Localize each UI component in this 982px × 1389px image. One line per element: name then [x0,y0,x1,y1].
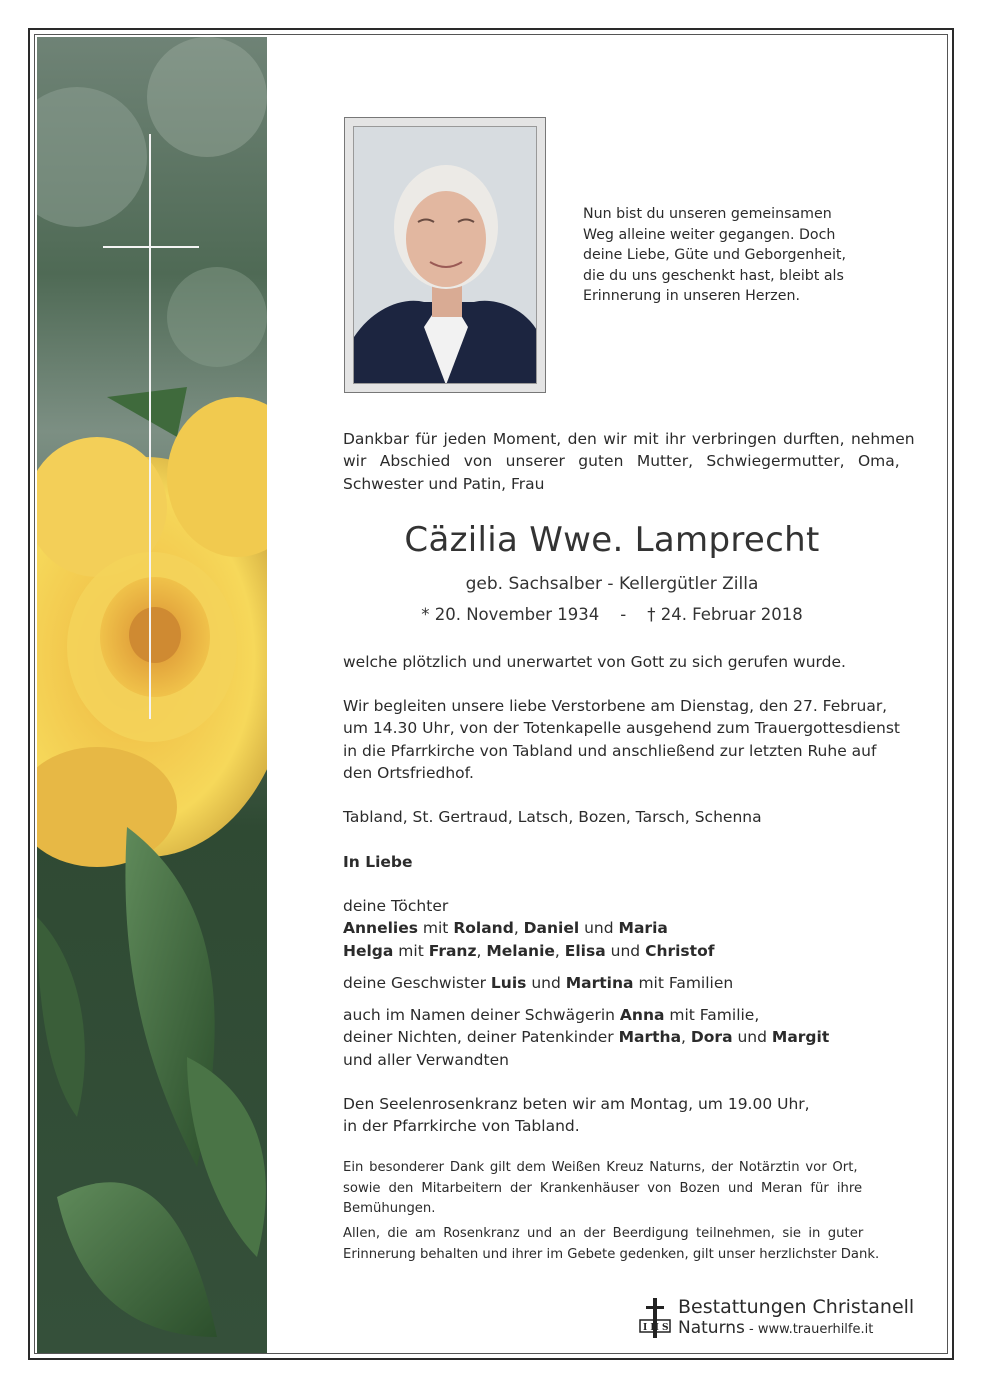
daughters-heading: deine Töchter [343,897,449,915]
life-dates: * 20. November 1934 - † 24. Februar 2018 [421,605,803,624]
yellow-rose-image [37,37,267,1353]
daughter-helga: Helga mit Franz, Melanie, Elisa und Christof [343,941,715,960]
cross-emblem-icon [638,1298,672,1338]
funeral-line: in die Pfarrkirche von Tabland und anschließend zur letzten Ruhe auf [343,741,877,760]
sister-in-law-line: auch im Namen deiner Schwägerin Anna mit Familie, [343,1006,760,1024]
intro-text [343,428,915,495]
rosary-line: in der Pfarrkirche von Tabland. [343,1117,580,1136]
thanks-paragraph-1 [343,1158,881,1220]
funeral-line: um 14.30 Uhr, von der Totenkapelle ausgehend zum Trauergottesdienst [343,719,901,738]
sudden-text [343,651,903,673]
in-liebe-line: In Liebe [343,853,413,871]
poem-line: Weg alleine weiter gegangen. Doch [583,226,836,243]
intro-line: wir Abschied von unserer guten Mutter, Schwiegermutter, Oma, [343,452,900,471]
intro-line: Schwester und Patin, Frau [343,474,545,493]
logo-location: Naturns - www.trauerhilfe.it [678,1318,874,1338]
funeral-line: den Ortsfriedhof. [343,763,474,782]
funeral-home-logo [638,1296,918,1342]
thanks-line: Bemühungen. [343,1201,436,1216]
siblings-line: deine Geschwister Luis und Martina mit Familien [343,974,734,992]
places-text [343,806,903,828]
places-line: Tabland, St. Gertraud, Latsch, Bozen, Tarsch, Schenna [343,808,762,826]
nieces-line: deiner Nichten, deiner Patenkinder Martha, Dora und Margit [343,1028,830,1047]
thanks-line: Erinnerung behalten und ihrer im Gebete gedenken, gilt unser herzlichster Dank. [343,1246,880,1262]
relatives-block [343,1004,903,1071]
portrait-frame [344,117,546,393]
poem [583,204,873,307]
poem-line: Nun bist du unseren gemeinsamen [583,206,832,222]
funeral-line: Wir begleiten unsere liebe Verstorbene am Dienstag, den 27. Februar, [343,697,888,715]
rosary-line: Den Seelenrosenkranz beten wir am Montag, um 19.00 Uhr, [343,1095,810,1113]
in-liebe [343,851,903,873]
daughters-block [343,895,903,962]
svg-text:I H S: I H S [643,1323,669,1333]
poem-line: die du uns geschenkt hast, bleibt als [583,267,844,284]
daughter-annelies: Annelies mit Roland, Daniel und Maria [343,919,668,938]
thanks-line: sowie den Mitarbeitern der Krankenhäuser von Bozen und Meran für ihre [343,1180,863,1196]
intro-line: Dankbar für jeden Moment, den wir mit ihr verbringen durften, nehmen [343,430,915,448]
sudden-line: welche plötzlich und unerwartet von Gott zu sich gerufen wurde. [343,653,846,671]
logo-website: - www.trauerhilfe.it [744,1322,874,1337]
portrait-photo [353,126,537,384]
logo-name: Bestattungen Christanell [678,1296,915,1318]
thanks-paragraph-2 [343,1224,881,1265]
poem-line: deine Liebe, Güte und Geborgenheit, [583,247,846,263]
deceased-name: Cäzilia Wwe. Lamprecht [404,520,820,560]
siblings-block [343,972,903,994]
funeral-text [343,695,903,784]
poem-line: Erinnerung in unseren Herzen. [583,288,800,304]
thanks-line: Ein besonderer Dank gilt dem Weißen Kreuz Naturns, der Notärztin vor Ort, [343,1160,858,1175]
birth-name: geb. Sachsalber - Kellergütler Zilla [465,574,759,594]
relatives-line: und aller Verwandten [343,1050,509,1069]
rosary-text [343,1093,903,1138]
thanks-line: Allen, die am Rosenkranz und an der Beerdigung teilnehmen, sie in guter [343,1226,864,1241]
